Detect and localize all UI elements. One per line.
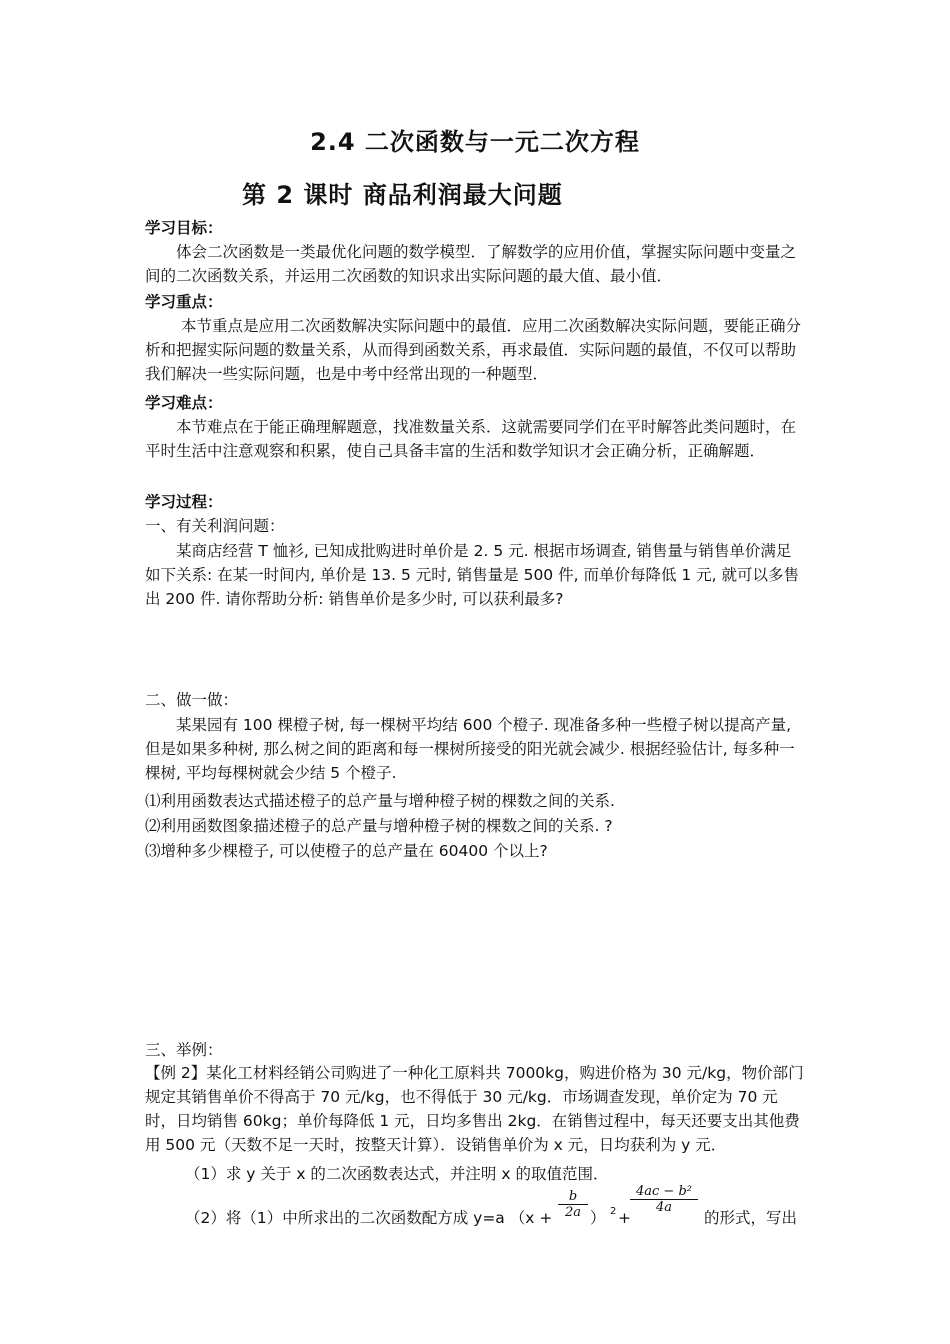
question-1: ⑴利用函数表达式描述橙子的总产量与增种橙子树的棵数之间的关系. xyxy=(145,792,615,810)
example-question-2-paren: ） xyxy=(590,1209,606,1227)
difficulties-text: 本节难点在于能正确理解题意，找准数量关系．这就需要同学们在平时解答此类问题时，在平时生活中注意观察和积累，使自己具备丰富的生活和数学知识才会正确分析，正确解题． xyxy=(145,418,797,460)
fraction-denominator: 4a xyxy=(655,1200,673,1215)
objectives-text: 体会二次函数是一类最优化问题的数学模型．了解数学的应用价值，掌握实际问题中变量之间的二次函数关系，并运用二次函数的知识求出实际问题的最大值、最小值． xyxy=(145,243,797,285)
fraction-numerator: b xyxy=(568,1189,578,1204)
objectives-heading: 学习目标： xyxy=(145,219,223,237)
difficulties-heading: 学习难点： xyxy=(145,394,223,412)
example-text: 【例 2】某化工材料经销公司购进了一种化工原料共 7000kg，购进价格为 30 元/kg，物价部门规定其销售单价不得高于 70 元/kg，也不得低于 30 元/kg．市场调查发现，单价定为 70 元时，日均销售 60kg；单价每降低 1 元，日均多售出 2kg．在销售过程中，每天还要支出其他费用 500 元（天数不足一天时，按整天计算）．设销售单价为 x 元，日均获利为 y 元． xyxy=(145,1064,804,1154)
section2-title: 二、做一做： xyxy=(145,691,239,709)
fraction-numerator: 4ac − b² xyxy=(636,1184,692,1199)
fraction-b-over-2a xyxy=(558,1189,588,1220)
example-question-2-end: 的形式，写出 xyxy=(704,1209,798,1227)
plus-sign: + xyxy=(618,1209,631,1227)
example-question-1: （1）求 y 关于 x 的二次函数表达式，并注明 x 的取值范围． xyxy=(185,1165,609,1183)
fraction-denominator: 2a xyxy=(564,1205,582,1220)
key-points-text: 本节重点是应用二次函数解决实际问题中的最值．应用二次函数解决实际问题，要能正确分析和把握实际问题的数量关系，从而得到函数关系，再求最值．实际问题的最值，不仅可以帮助我们解决一些实际问题，也是中考中经常出现的一种题型． xyxy=(145,317,802,383)
section2-text: 某果园有 100 棵橙子树, 每一棵树平均结 600 个橙子. 现准备多种一些橙子树以提高产量, 但是如果多种树, 那么树之间的距离和每一棵树所接受的阳光就会减少. 根据经验估计, 每多种一棵树, 平均每棵树就会少结 5 个橙子. xyxy=(145,716,795,782)
fraction-vertex-value xyxy=(630,1184,698,1215)
question-3: ⑶增种多少棵橙子, 可以使橙子的总产量在 60400 个以上? xyxy=(145,842,548,860)
example-question-2-start: （2）将（1）中所求出的二次函数配方成 y=a （x + xyxy=(185,1209,553,1227)
section1-title: 一、有关利润问题： xyxy=(145,517,285,535)
document-title: 2.4 二次函数与一元二次方程 xyxy=(310,128,640,156)
lesson-subtitle: 第 2 课时 商品利润最大问题 xyxy=(242,181,563,209)
process-heading: 学习过程： xyxy=(145,493,223,511)
square-exponent: 2 xyxy=(610,1206,617,1217)
section3-title: 三、举例： xyxy=(145,1041,223,1059)
question-2: ⑵利用函数图象描述橙子的总产量与增种橙子树的棵数之间的关系. ? xyxy=(145,817,613,835)
section1-text: 某商店经营 T 恤衫, 已知成批购进时单价是 2. 5 元. 根据市场调查, 销售量与销售单价满足如下关系: 在某一时间内, 单价是 13. 5 元时, 销售量是 500 件, 而单价每降低 1 元, 就可以多售出 200 件. 请你帮助分析: 销售单价是多少时, 可以获利最多? xyxy=(145,542,800,608)
key-points-heading: 学习重点： xyxy=(145,293,223,311)
